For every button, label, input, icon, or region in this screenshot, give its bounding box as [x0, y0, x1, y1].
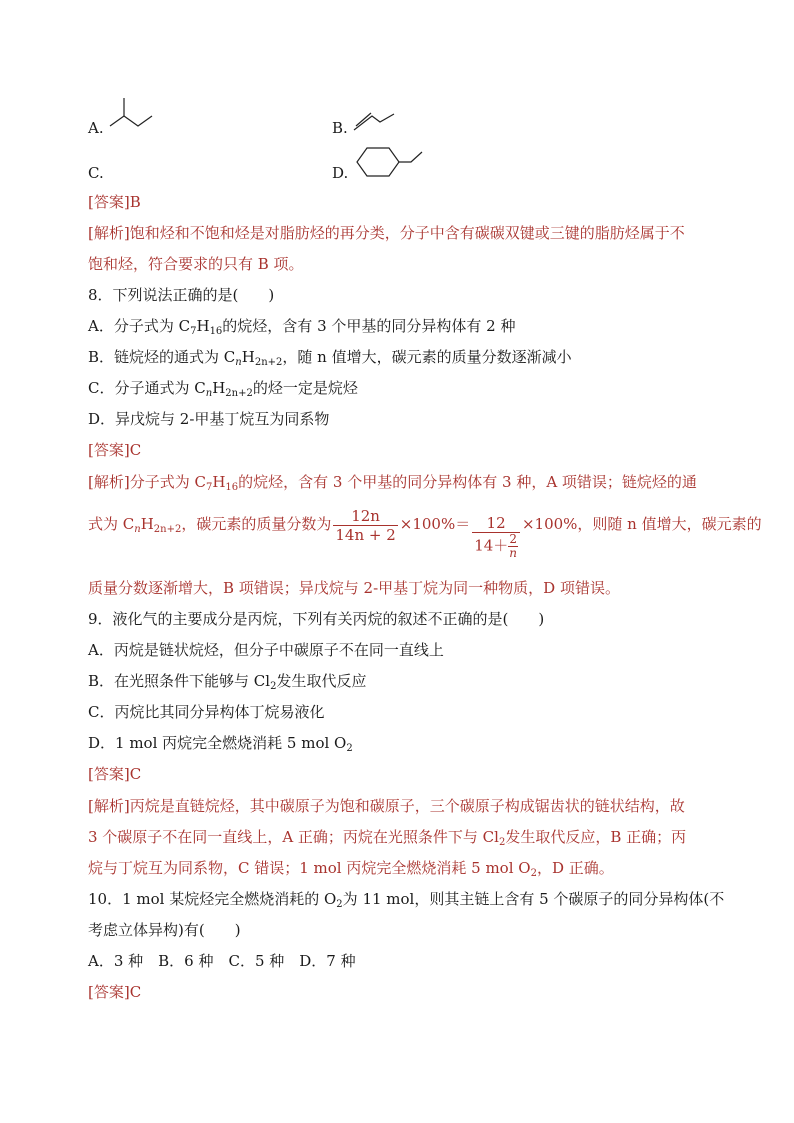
structure-a-icon	[108, 96, 158, 136]
q8-answer: [答案]C	[88, 441, 142, 459]
q8-option-a: A．分子式为 $C_7H_{16}$的烷烃，含有 3 个甲基的同分异构体有 2 种	[88, 317, 516, 337]
q9-answer: [答案]C	[88, 765, 142, 783]
q9-option-b: B．在光照条件下能够与 $Cl_2$发生取代反应	[88, 672, 367, 692]
q9-stem: 9．液化气的主要成分是丙烷，下列有关丙烷的叙述不正确的是( )	[88, 610, 545, 628]
q8-stem: 8．下列说法正确的是( )	[88, 286, 275, 304]
option-b-label: B.	[332, 119, 348, 137]
q8-option-d: D．异戊烷与 2-甲基丁烷互为同系物	[88, 410, 330, 428]
q7-answer: [答案]B	[88, 193, 141, 211]
mass-fraction-1: $\frac{12n}{14n + 2}$	[335, 506, 396, 544]
q9-option-a: A．丙烷是链状烷烃，但分子中碳原子不在同一直线上	[88, 641, 444, 659]
q7-analysis-line-2: 饱和烃，符合要求的只有 B 项。	[88, 255, 304, 273]
q8-option-b: B．链烷烃的通式为 $C_nH_{2n+2}$，随 n 值增大，碳元素的质量分数逐渐减小	[88, 348, 572, 368]
q8-analysis-line-1: [解析]分子式为 $C_7H_{16}$的烷烃，含有 3 个甲基的同分异构体有 3 种，A 项错误；链烷烃的通	[88, 473, 697, 493]
q10-stem-line-2: 考虑立体异构)有( )	[88, 921, 241, 939]
q8-analysis-line-2: 式为 $C_nH_{2n+2}$，碳元素的质量分数为 $\frac{12n}{14n + 2}$ ×100%＝ 12 14＋ $\frac{2}{n}$ ×100%，则随 n 值增大，碳元素的	[88, 506, 762, 560]
option-c-label: C.	[88, 164, 104, 182]
q8-analysis-line-3: 质量分数逐渐增大，B 项错误；异戊烷与 2-甲基丁烷为同一种物质，D 项错误。	[88, 579, 620, 597]
mass-fraction-2: 12 14＋ $\frac{2}{n}$	[472, 514, 520, 560]
q10-options: A．3 种 B．6 种 C．5 种 D．7 种	[88, 952, 356, 970]
q7-analysis-line-1: [解析]饱和烃和不饱和烃是对脂肪烃的再分类，分子中含有碳碳双键或三键的脂肪烃属于不	[88, 224, 685, 242]
q10-stem-line-1: 10．1 mol 某烷烃完全燃烧消耗的 $O_2$为 11 mol，则其主链上含有 5 个碳原子的同分异构体(不	[88, 890, 725, 910]
q9-option-c: C．丙烷比其同分异构体丁烷易液化	[88, 703, 325, 721]
structure-d-icon	[356, 146, 428, 178]
q9-analysis-line-2: 3 个碳原子不在同一直线上，A 正确；丙烷在光照条件下与 $Cl_2$发生取代反应，B 正确；丙	[88, 828, 687, 848]
q9-option-d: D．1 mol 丙烷完全燃烧消耗 5 mol $O_2$	[88, 734, 353, 754]
structure-b-icon	[352, 110, 398, 134]
q10-answer: [答案]C	[88, 983, 142, 1001]
q9-analysis-line-1: [解析]丙烷是直链烷烃，其中碳原子为饱和碳原子，三个碳原子构成锯齿状的链状结构，故	[88, 797, 685, 815]
q9-analysis-line-3: 烷与丁烷互为同系物，C 错误；1 mol 丙烷完全燃烧消耗 5 mol $O_2$，D 正确。	[88, 859, 614, 879]
q8-option-c: C．分子通式为 $C_nH_{2n+2}$的烃一定是烷烃	[88, 379, 358, 399]
option-d-label: D.	[332, 164, 349, 182]
option-a-label: A.	[88, 119, 104, 137]
